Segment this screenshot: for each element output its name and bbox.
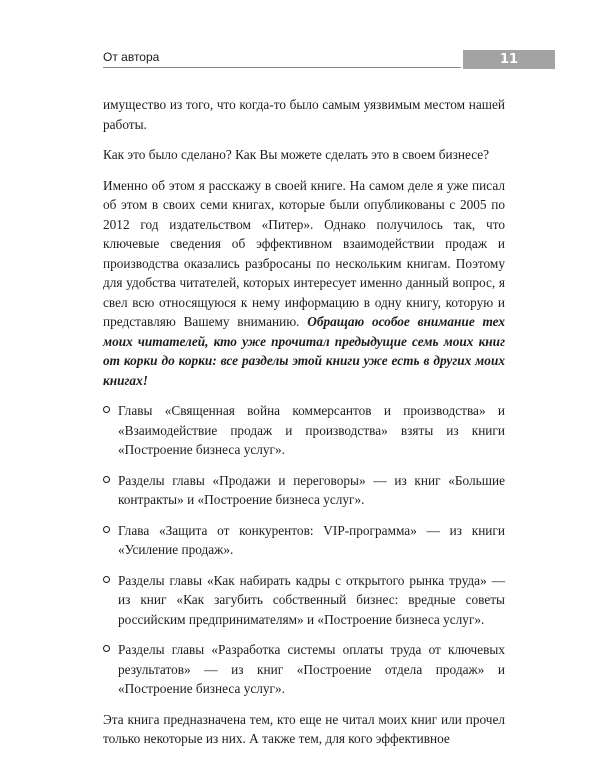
circle-bullet-icon	[103, 576, 110, 583]
header-rule	[103, 67, 461, 68]
list-item-text: Главы «Священная война коммерсантов и производства» и «Взаимодействие продаж и производства» взяты из книги «Построение бизнеса услуг».	[118, 403, 505, 457]
emphasis-text: Обращаю особое внимание тех моих читателей, кто уже прочитал предыдущие семь моих книг от корки до корки: все разделы этой книги уже есть в других моих книгах!	[103, 314, 506, 388]
circle-bullet-icon	[103, 645, 110, 652]
circle-bullet-icon	[103, 526, 110, 533]
running-head	[103, 47, 554, 73]
circle-bullet-icon	[103, 406, 110, 413]
list-item-text: Разделы главы «Как набирать кадры с открытого рынка труда» — из книг «Как загубить собственный бизнес: вредные советы российским предпринимателям» и «Построение бизнеса услуг».	[118, 572, 505, 627]
list-item-text: Разделы главы «Разработка системы оплаты труда от ключевых результатов» — из книг «Построение отдела продаж» и «Построение бизнеса услуг».	[118, 642, 505, 696]
circle-bullet-icon	[103, 476, 110, 483]
section-title: От автора	[103, 50, 160, 64]
paragraph: имущество из того, что когда-то было самым уязвимым местом нашей работы.	[103, 97, 505, 132]
page-number: 11	[463, 50, 555, 69]
list-item	[103, 521, 505, 560]
paragraph	[103, 176, 505, 391]
paragraph-text: Именно об этом я расскажу в своей книге. На самом деле я уже писал об этом в своих семи книгах, которые были опубликованы с 2005 по 2012 год издательством «Питер». Однако получилось так, что ключевые сведения об эффективном взаимодействии продаж и производства оказались разбросаны по нескольким книгам. Поэтому для удобства читателей, которых интересует именно данный вопрос, я свел всю относящуюся к нему информацию в одну книгу, которую и представляю Вашему вниманию.	[103, 177, 505, 329]
paragraph: Как это было сделано? Как Вы можете сделать это в своем бизнесе?	[103, 147, 490, 162]
list-item-text: Глава «Защита от конкурентов: VIP-программа» — из книги «Усиление продаж».	[118, 522, 505, 557]
list-item	[103, 640, 505, 699]
list-item-text: Разделы главы «Продажи и переговоры» — из книг «Большие контракты» и «Построение бизнеса услуг».	[118, 472, 505, 507]
body-text	[103, 95, 505, 760]
source-list	[103, 401, 505, 699]
list-item	[103, 571, 505, 630]
paragraph: Эта книга предназначена тем, кто еще не читал моих книг или прочел только некоторые из них. А также тем, для кого эффективное	[103, 711, 505, 746]
list-item	[103, 471, 505, 510]
list-item	[103, 401, 505, 460]
